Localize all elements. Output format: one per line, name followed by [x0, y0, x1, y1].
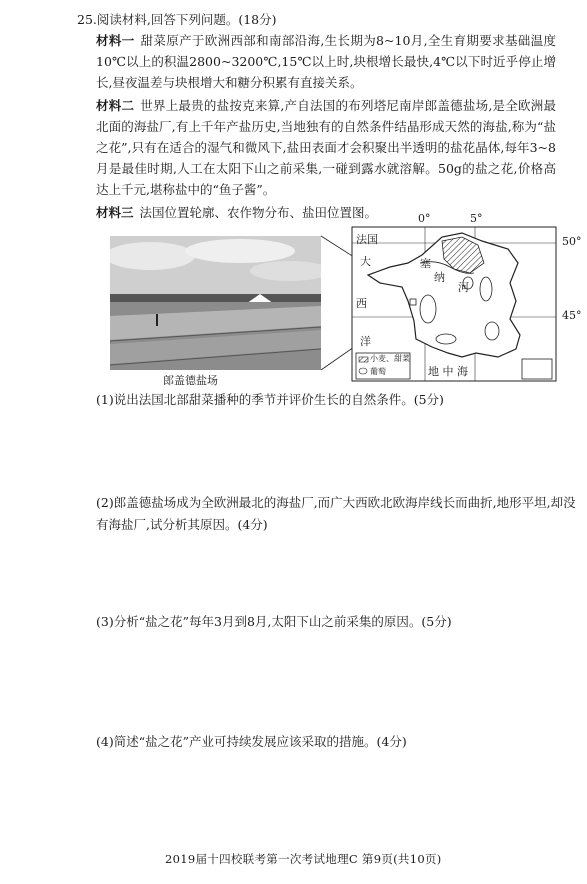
legend-wheat-beet: 小麦、甜菜: [370, 354, 410, 363]
subquestion-4: (4)简述“盐之花”产业可持续发展应该采取的措施。(4分): [96, 734, 407, 749]
ocean-char-2: 西: [356, 297, 367, 310]
photo-caption: 郎盖德盐场: [163, 374, 218, 387]
seine-char-1: 塞: [420, 257, 431, 270]
material-3-label: 材料三: [96, 205, 134, 220]
subquestion-1: (1)说出法国北部甜菜播种的季节并评价生长的自然条件。(5分): [96, 392, 444, 407]
ocean-char-3: 洋: [360, 335, 371, 348]
material-2-text: 世界上最贵的盐按克来算,产自法国的布列塔尼南岸郎盖德盐场,是全欧洲最北面的海盐厂,有上千年产盐历史,当地独有的自然条件结晶形成天然的海盐,称为“盐之花”,只有在适合的湿气和微风下,盐田表面才会积聚出半透明的盐花晶体,每年3~8月是最佳时期,人工在太阳下山之前采集,一碰到露水就溶解。50g的盐之花,价格高达上千元,堪称盐中的“鱼子酱”。: [96, 98, 556, 197]
question-title: 25.阅读材料,回答下列问题。(18分): [77, 12, 277, 27]
salt-field-photo: [110, 236, 321, 370]
page-footer: 2019届十四校联考第一次考试地理C 第9页(共10页): [165, 852, 442, 866]
france-map: [350, 212, 582, 383]
material-2-label: 材料二: [96, 98, 135, 113]
material-1-label: 材料一: [96, 33, 135, 48]
ocean-char-1: 大: [360, 255, 371, 268]
material-3-text: 法国位置轮廓、农作物分布、盐田位置图。: [139, 205, 378, 220]
lat-50-label: 50°: [562, 235, 582, 248]
subquestion-2: (2)郎盖德盐场成为全欧洲最北的海盐厂,而广大西欧北欧海岸线长而曲折,地形平坦,却没有海盐厂,试分析其原因。(4分): [96, 495, 576, 532]
mediterranean-label: 地 中 海: [428, 365, 468, 378]
lon-5-label: 5°: [470, 212, 483, 225]
subquestion-3: (3)分析“盐之花”每年3月到8月,太阳下山之前采集的原因。(5分): [96, 614, 452, 629]
seine-char-2: 纳: [434, 271, 445, 284]
map-country-label: 法国: [356, 233, 378, 246]
seine-char-3: 河: [458, 281, 469, 294]
legend-grape: 葡萄: [370, 367, 386, 376]
lon-0-label: 0°: [418, 212, 431, 225]
material-1-text: 甜菜原产于欧洲西部和南部沿海,生长期为8~10月,全生育期要求基础温度10℃以上的积温2800~3200℃,15℃以上时,块根增长最快,4℃以下时近乎停止增长,昼夜温差与块根增大和糖分积累有直接关系。: [96, 33, 556, 90]
lat-45-label: 45°: [562, 309, 582, 322]
